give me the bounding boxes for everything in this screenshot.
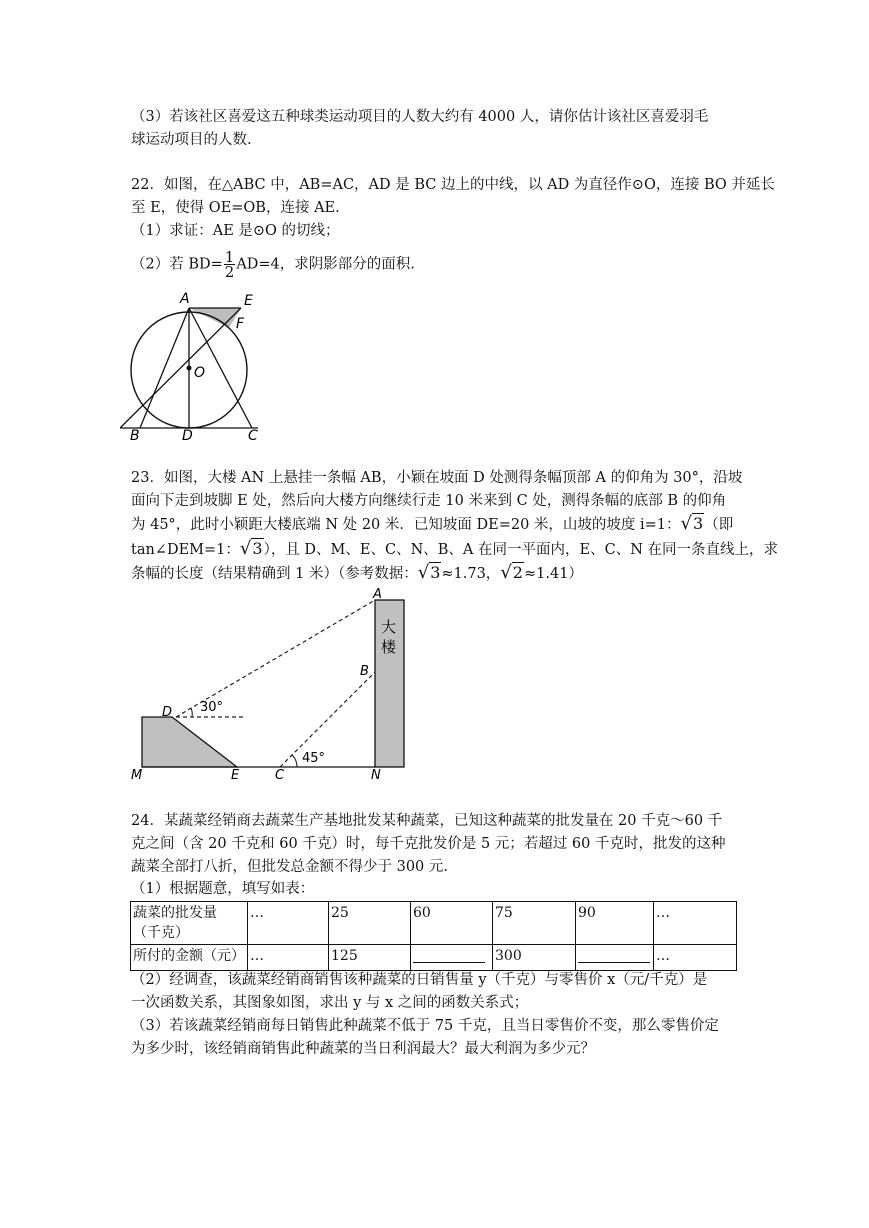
q22-part2: （2）若 BD= $\frac{1}{2}$ AD=4，求阴影部分的面积. [131,248,415,281]
q23-stem-line3: 为 45°，此时小颖距大楼底端 N 处 20 米．已知坡面 DE=20 米，山坡的坡度 i=1：√3（即 [131,513,734,534]
table-header-cell: 蔬菜的批发量 （千克） [131,902,248,945]
q22-circle-figure [120,288,280,446]
q21-part3-line1: （3）若该社区喜爱这五种球类运动项目的人数大约有 4000 人，请你估计该社区喜爱羽毛 [131,109,709,125]
q24-part1: （1）根据题意，填写如表： [131,881,315,897]
table-cell-blank [411,945,493,971]
label-e: E [244,293,253,309]
label-m: M [131,768,143,783]
q24-stem-line2: 克之间（含 20 千克和 60 千克）时，每千克批发价是 5 元；若超过 60 千克时，批发的这种 [131,836,726,852]
q24-table [130,901,737,971]
fraction-one-half: $\frac{1}{2}$ [224,248,235,281]
label-30-degrees: 30° [200,700,224,715]
label-f: F [236,316,245,332]
label-c: C [275,768,285,783]
label-45-degrees: 45° [302,751,326,766]
q22-stem-line1: 22．如图，在△ABC 中，AB=AC，AD 是 BC 边上的中线，以 AD 为直径作⊙O，连接 BO 并延长 [131,177,775,193]
q24-stem-line1: 24．某蔬菜经销商去蔬菜生产基地批发某种蔬菜，已知这种蔬菜的批发量在 20 千克～60 千 [131,813,723,829]
q23-stem-line2: 面向下走到坡脚 E 处，然后向大楼方向继续行走 10 米来到 C 处，测得条幅的底部 B 的仰角 [131,493,727,509]
label-o: O [194,365,206,381]
table-cell: … [654,945,737,971]
q24-part3-line1: （3）若该蔬菜经销商每日销售此种蔬菜不低于 75 千克，且当日零售价不变，那么零售价定 [131,1018,719,1034]
sqrt-3: √3 [417,562,441,583]
label-c: C [248,428,258,444]
table-cell: … [654,902,737,945]
label-lou: 楼 [381,638,397,656]
label-b: B [130,428,140,444]
label-d: D [162,705,173,720]
table-row [131,945,737,971]
label-a: A [180,291,190,307]
label-b: B [360,664,369,679]
label-d: D [182,428,193,444]
q24-part3-line2: 为多少时，该经销商销售此种蔬菜的当日利润最大？最大利润为多少元？ [131,1041,595,1057]
table-cell: 125 [329,945,411,971]
q22-part1: （1）求证：AE 是⊙O 的切线； [131,223,340,239]
q23-stem-line1: 23．如图，大楼 AN 上悬挂一条幅 AB，小颖在坡面 D 处测得条幅顶部 A 的仰角为 30°，沿坡 [131,470,743,486]
q24-stem-line3: 蔬菜全部打八折，但批发总金额不得少于 300 元. [131,859,449,875]
table-cell: 90 [576,902,654,945]
q23-stem-line4: tan∠DEM=1：√3），且 D、M、E、C、N、B、A 在同一平面内，E、C、N 在同一条直线上，求 [131,538,778,559]
answer-blank[interactable] [413,946,485,963]
label-n: N [371,768,381,783]
table-row [131,902,737,945]
table-cell-blank [576,945,654,971]
table-cell: 300 [493,945,576,971]
table-cell: 60 [411,902,493,945]
q23-stem-line5: 条幅的长度（结果精确到 1 米）（参考数据：√3≈1.73，√2≈1.41） [131,562,583,583]
table-cell: … [248,902,329,945]
table-cell: … [248,945,329,971]
q23-building-figure [125,584,415,784]
sqrt-3: √3 [680,513,704,534]
table-cell: 75 [493,902,576,945]
slope-hill [142,717,237,767]
sqrt-3: √3 [239,538,263,559]
q21-part3-line2: 球运动项目的人数. [131,132,252,148]
table-cell: 25 [329,902,411,945]
q22-stem-line2: 至 E，使得 OE=OB，连接 AE. [131,200,340,216]
label-da: 大 [381,618,397,636]
label-a: A [373,587,382,602]
q24-part2-line1: （2）经调查，该蔬菜经销商销售该种蔬菜的日销售量 y（千克）与零售价 x（元/千克）是 [131,972,708,988]
q24-part2-line2: 一次函数关系，其图象如图，求出 y 与 x 之间的函数关系式； [131,995,529,1011]
sqrt-2: √2 [500,562,523,583]
label-e: E [231,768,240,783]
table-header-cell: 所付的金额（元） [131,945,248,971]
answer-blank[interactable] [578,946,650,963]
